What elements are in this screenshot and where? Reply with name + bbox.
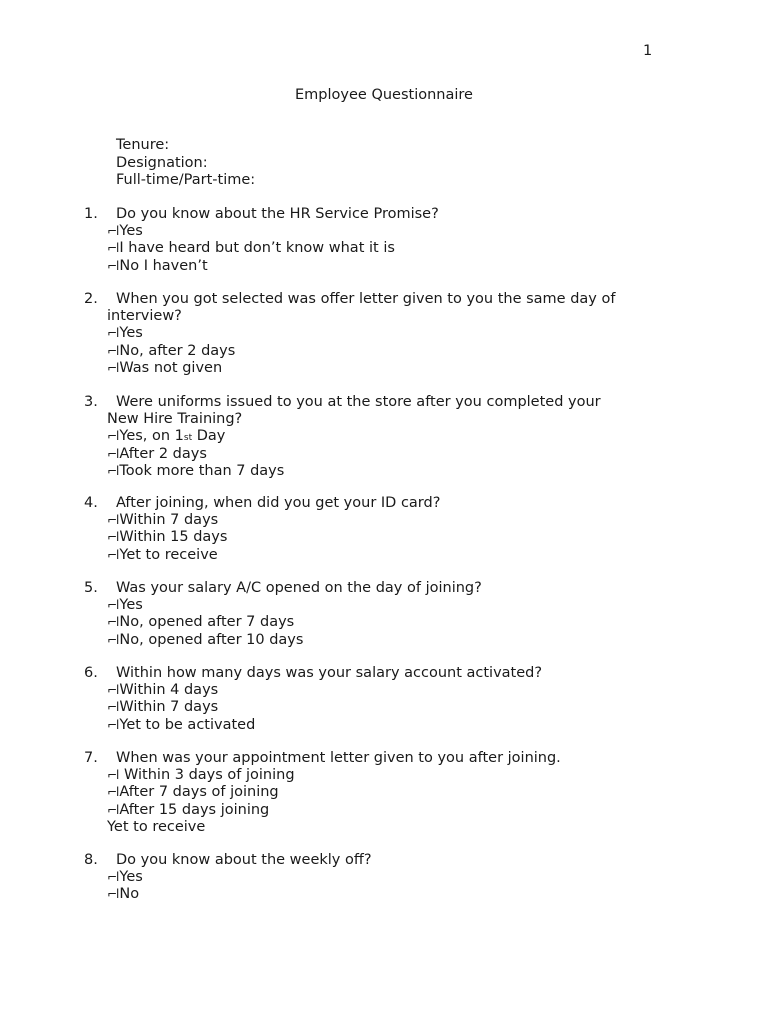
option: ⌐l After 15 days joining <box>107 801 270 818</box>
checkbox-bullet-icon: ⌐l <box>107 615 119 630</box>
question-text: Was your salary A/C opened on the day of joining? <box>116 580 482 596</box>
checkbox-bullet-icon: ⌐l <box>107 785 119 800</box>
question-text: Do you know about the HR Service Promise? <box>116 206 439 222</box>
option: ⌐l Yes <box>107 223 143 240</box>
checkbox-bullet-icon: ⌐l <box>107 530 119 545</box>
option: ⌐l Yes, on 1 st Day <box>107 428 226 445</box>
checkbox-bullet-icon: ⌐l <box>107 547 119 562</box>
checkbox-bullet-icon: ⌐l <box>107 446 119 461</box>
checkbox-bullet-icon: ⌐l <box>107 360 119 375</box>
question-text-continuation: interview? <box>107 308 182 325</box>
option: ⌐l Within 15 days <box>107 529 228 546</box>
option: ⌐l No I haven’t <box>107 257 208 274</box>
question-number: 8. <box>84 852 98 868</box>
checkbox-bullet-icon: ⌐l <box>107 717 119 732</box>
question-text: Within how many days was your salary account activated? <box>116 665 543 681</box>
option: ⌐l Yet to be activated <box>107 716 256 733</box>
option: ⌐l After 7 days of joining <box>107 784 279 801</box>
checkbox-bullet-icon: ⌐l <box>107 513 119 528</box>
option: ⌐l No, after 2 days <box>107 342 236 359</box>
question-1 <box>84 206 664 275</box>
checkbox-bullet-icon: ⌐l <box>107 326 119 341</box>
designation-label: Designation: <box>116 154 208 171</box>
checkbox-bullet-icon: ⌐l <box>107 870 119 885</box>
question-7 <box>84 750 664 836</box>
tenure-label: Tenure: <box>116 137 170 153</box>
checkbox-bullet-icon: ⌐l <box>107 224 119 239</box>
option: ⌐l Yes <box>107 597 143 614</box>
checkbox-bullet-icon: ⌐l <box>107 241 119 256</box>
question-text-continuation: New Hire Training? <box>107 411 243 428</box>
checkbox-bullet-icon: ⌐l <box>107 429 119 444</box>
question-text: When you got selected was offer letter given to you the same day of <box>116 291 616 307</box>
question-text: When was your appointment letter given to you after joining. <box>116 750 561 766</box>
option: ⌐l Yet to receive <box>107 546 218 563</box>
option: ⌐l Yes <box>107 325 143 342</box>
option: ⌐l No, opened after 10 days <box>107 631 304 648</box>
checkbox-bullet-icon: ⌐l <box>107 632 119 647</box>
option: ⌐l Took more than 7 days <box>107 462 285 479</box>
question-6 <box>84 665 664 734</box>
checkbox-bullet-icon: ⌐l <box>107 258 119 273</box>
question-number: 2. <box>84 291 98 307</box>
header-fields <box>116 137 255 190</box>
option: ⌐l Within 7 days <box>107 699 219 716</box>
option: ⌐l No <box>107 886 140 903</box>
question-number: 3. <box>84 394 98 410</box>
option: ⌐l Within 7 days <box>107 512 219 529</box>
option: ⌐l No, opened after 7 days <box>107 614 295 631</box>
question-number: 5. <box>84 580 98 596</box>
question-3 <box>84 394 664 480</box>
checkbox-bullet-icon: ⌐l <box>107 598 119 613</box>
employment-type-label: Full-time/Part-time: <box>116 172 256 188</box>
question-text: Were uniforms issued to you at the store after you completed your <box>116 394 601 410</box>
question-text: Do you know about the weekly off? <box>116 852 372 868</box>
checkbox-bullet-icon: ⌐l <box>107 683 119 698</box>
checkbox-bullet-icon: ⌐l <box>107 343 119 358</box>
page-number: 1 <box>643 43 653 59</box>
question-number: 7. <box>84 750 98 766</box>
question-4 <box>84 495 664 564</box>
question-5 <box>84 580 664 649</box>
option: ⌐l Within 3 days of joining <box>107 767 295 784</box>
option: ⌐l Within 4 days <box>107 682 219 699</box>
checkbox-bullet-icon: ⌐l <box>107 463 119 478</box>
checkbox-bullet-icon: ⌐l <box>107 802 119 817</box>
question-2 <box>84 291 664 377</box>
question-text: After joining, when did you get your ID card? <box>116 495 441 511</box>
checkbox-bullet-icon: ⌐l <box>107 768 119 783</box>
option: ⌐l Yes <box>107 869 143 886</box>
checkbox-bullet-icon: ⌐l <box>107 700 119 715</box>
option: ⌐l Was not given <box>107 359 223 376</box>
option: ⌐l I have heard but don’t know what it is <box>107 240 395 257</box>
question-number: 4. <box>84 495 98 511</box>
page-title: Employee Questionnaire <box>295 87 473 103</box>
question-number: 6. <box>84 665 98 681</box>
checkbox-bullet-icon: ⌐l <box>107 887 119 902</box>
option: Yet to receive <box>107 818 206 835</box>
question-number: 1. <box>84 206 98 222</box>
question-8 <box>84 852 664 904</box>
option: ⌐l After 2 days <box>107 445 207 462</box>
